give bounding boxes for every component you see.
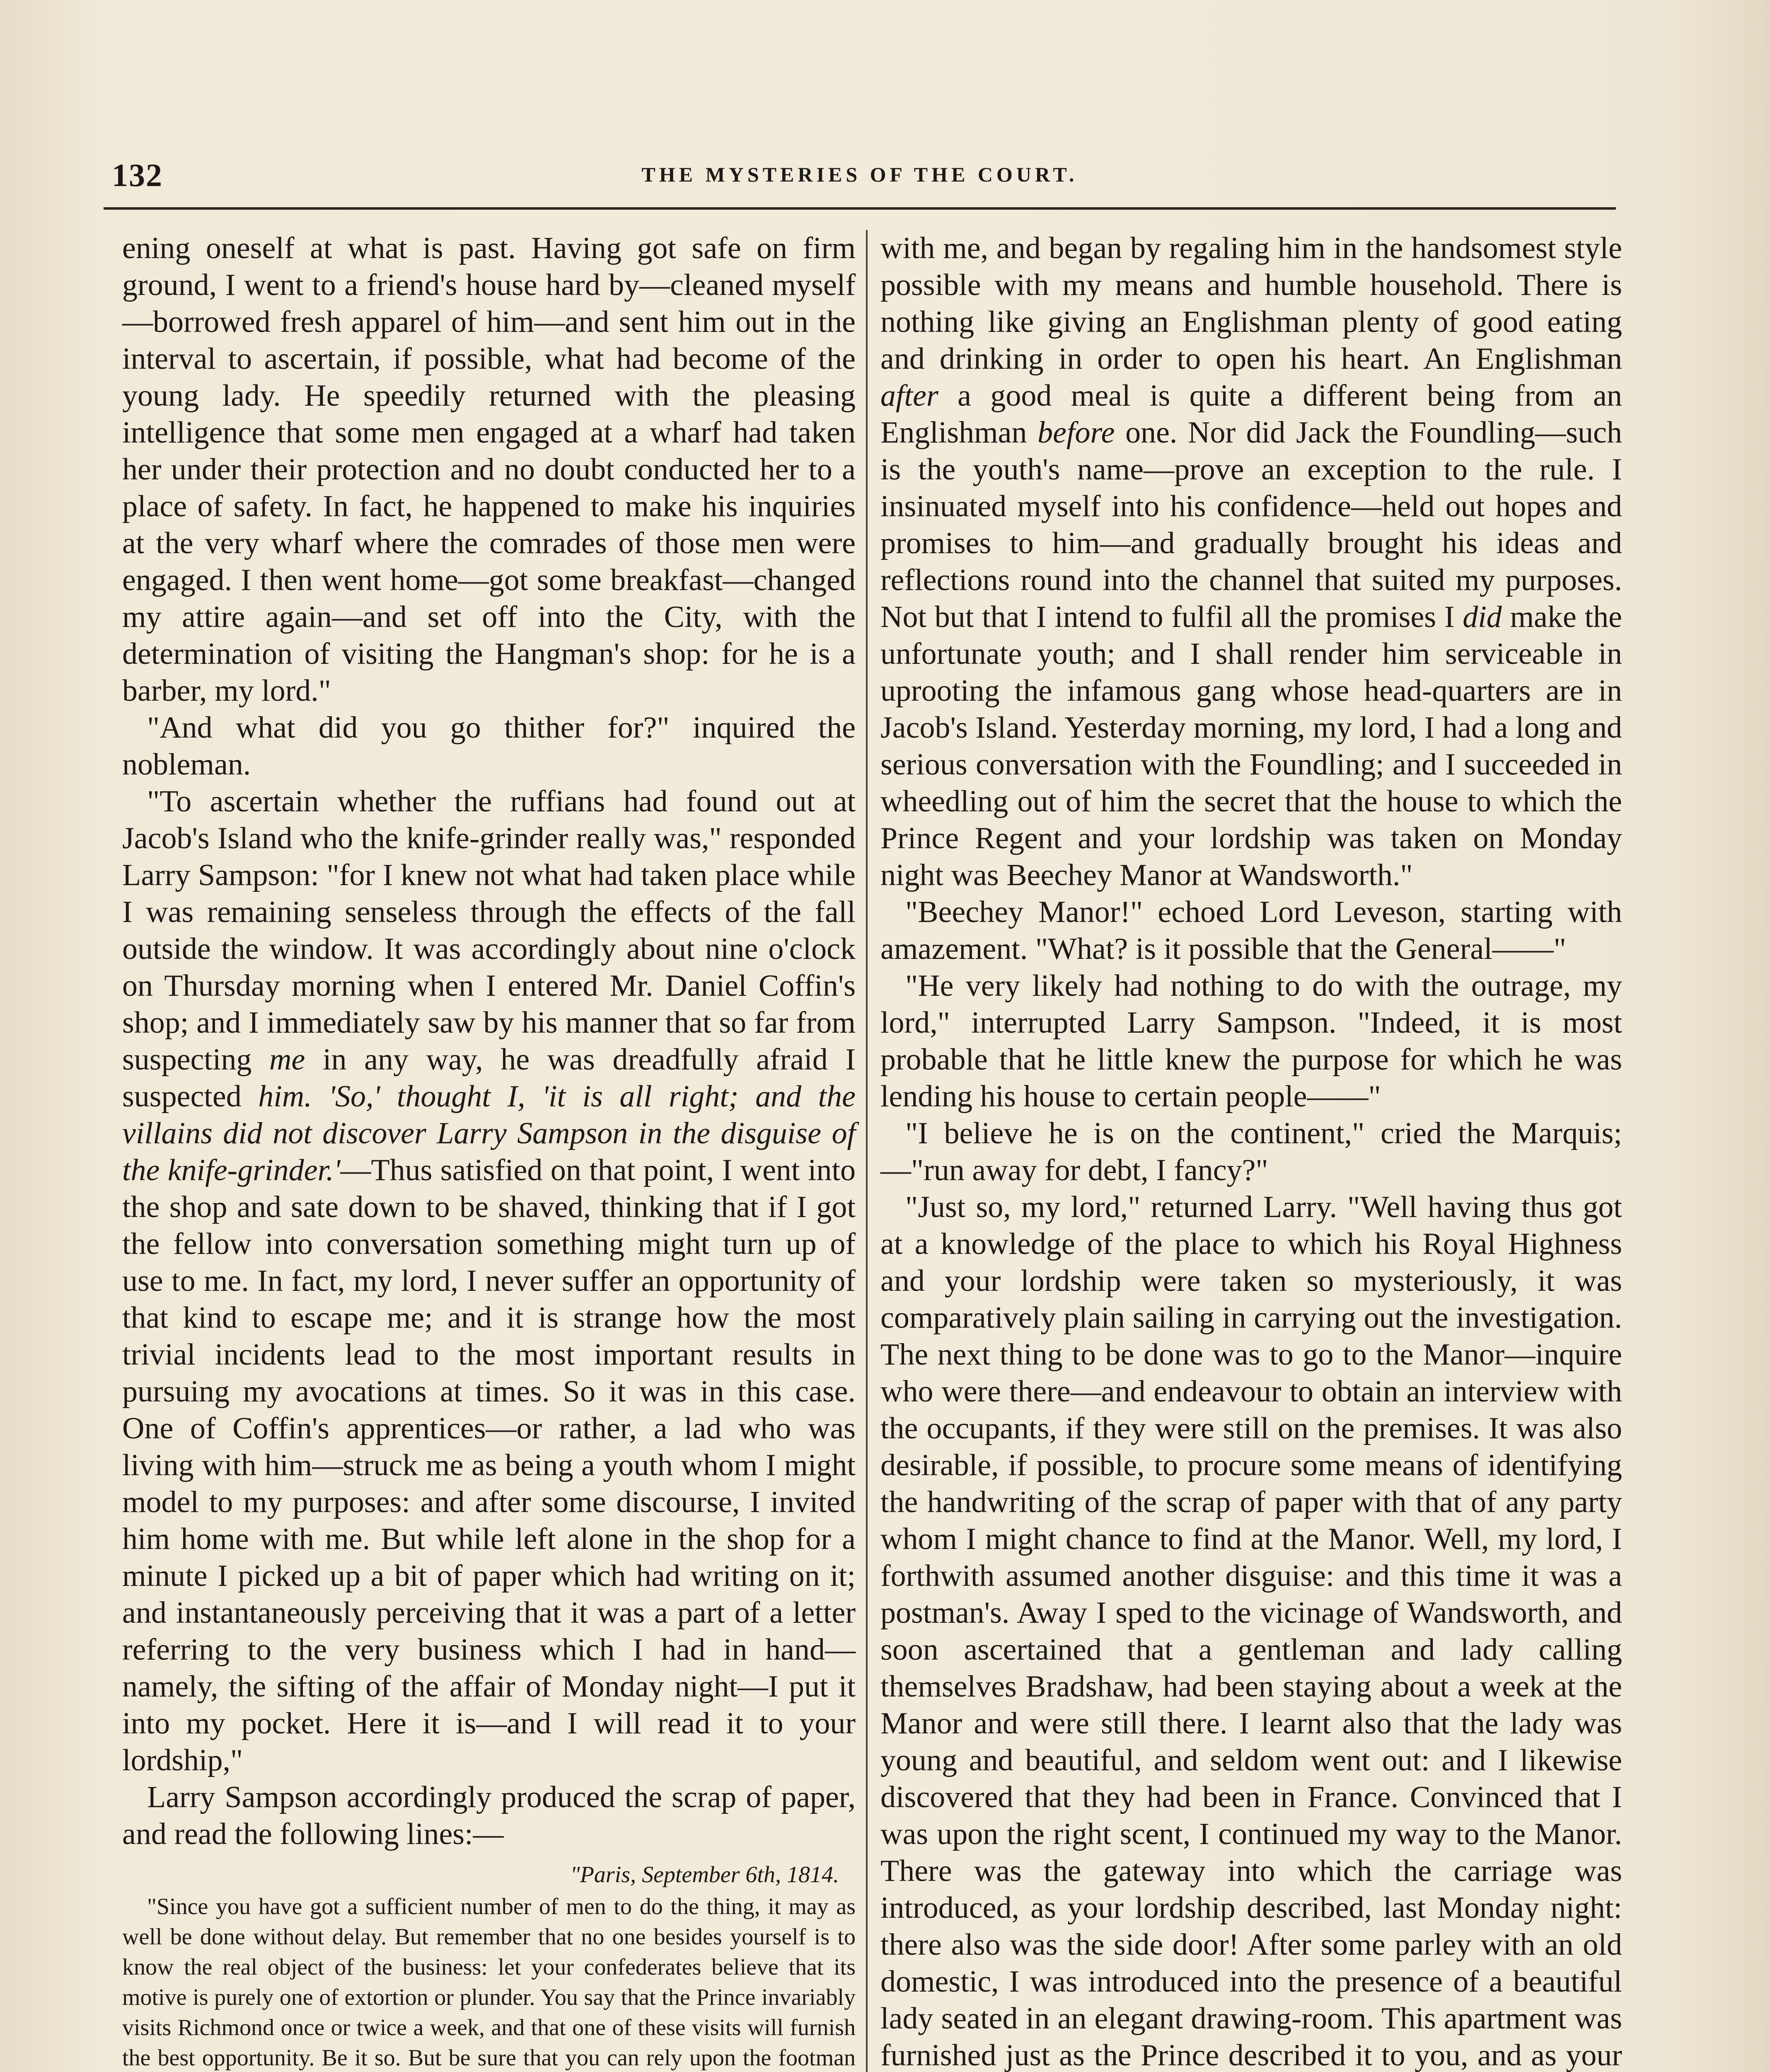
column-divider xyxy=(866,230,868,2072)
left-column xyxy=(122,230,856,2072)
emphasis: after xyxy=(880,379,938,413)
paragraph: "Just so, my lord," returned Larry. "Well having thus got at a knowledge of the place to which his Royal Highness and your lordship were taken so mysteriously, it was comparatively plain sailing in carrying out the investigation. The next thing to be done was to go to the Manor—inquire who were there—and endeavour to obtain an interview with the occupants, if they were still on the premises. It was also desirable, if possible, to procure some means of identifying the handwriting of the scrap of paper with that of any party whom I might chance to find at the Manor. Well, my lord, I forthwith assumed another disguise: and this time it was a postman's. Away I sped to the vicinage of Wandsworth, and soon ascertained that a gentleman and lady calling themselves Bradshaw, had been staying about a week at the Manor and were still there. I learnt also that the lady was young and beautiful, and seldom went out: and I likewise discovered that they had been in France. Convinced that I was upon the right scent, I continued my way to the Manor. There was the gateway into which the carriage was introduced, as your lordship described, last Monday night: there also was the side door! After some parley with an old domestic, I was introduced into the presence of a beautiful lady seated in an elegant drawing-room. This apartment was furnished just as the Prince described it to you, and as your xyxy=(880,1190,1622,2072)
paragraph xyxy=(880,230,1622,894)
text-run: with me, and began by regaling him in the handsomest style possible with my means and humble household. There is nothing like giving an Englishman plenty of good eating and drinking in order to open his heart. An Englishman xyxy=(880,231,1622,376)
letter-body: "Since you have got a sufficient number of men to do the thing, it may as well be done without delay. But remember that no one besides yourself is to know the real object of the business: let your confederates believe that its motive is purely one of extortion or plunder. You say that the Prince invariably visits Richmond once or twice a week, and that one of these visits will furnish the best opportunity. Be it so. But be sure that you can rely upon the footman xyxy=(122,1894,856,2071)
text-run xyxy=(312,1080,329,1113)
text-run: a good meal is quite a different being from an Englishman xyxy=(880,379,1622,450)
right-column xyxy=(880,230,1622,2072)
text-run: "To ascertain whether the ruffians had found out at Jacob's Island who the knife-grinder really was," responded Larry Sampson: "for I knew not what had taken place while I was remaining senseless through the effects of the fall outside the window. It was accordingly about nine o'clock on Thursday morning when I entered Mr. Daniel Coffin's shop; and I immediately saw by his manner that so far from suspecting xyxy=(122,784,856,1077)
paragraph xyxy=(122,783,856,1779)
emphasis: me xyxy=(269,1043,305,1077)
page-header xyxy=(104,145,1616,210)
running-title: THE MYSTERIES OF THE COURT. xyxy=(641,163,1078,186)
emphasis: 'So,' thought I, 'it is all right; and the villains did not discover Larry Sampson in the disguise of the knife-grinder.' xyxy=(122,1080,856,1187)
emphasis: did xyxy=(1463,600,1502,634)
text-run: make the unfortunate youth; and I shall render him serviceable in uprooting the infamous gang whose head-quarters are in Jacob's Island. Yesterday morning, my lord, I had a long and serious conversation with the Foundling; and I succeeded in wheedling out of him the secret that the house to which the Prince Regent and your lordship was taken on Monday night was Beechey Manor at Wandsworth." xyxy=(880,600,1622,892)
paragraph: "Beechey Manor!" echoed Lord Leveson, starting with amazement. "What? is it possible that the General——" xyxy=(880,895,1622,966)
page-number: 132 xyxy=(112,157,163,193)
emphasis: before xyxy=(1037,416,1115,450)
paragraph: "I believe he is on the continent," cried the Marquis;—"run away for debt, I fancy?" xyxy=(880,1116,1622,1187)
paragraph: "He very likely had nothing to do with the outrage, my lord," interrupted Larry Sampson. "Indeed, it is most probable that he little knew the purpose for which he was lending his house to certain people——" xyxy=(880,969,1622,1113)
text-run: in any way, he was dreadfully afraid I suspected xyxy=(122,1043,856,1113)
emphasis: him. xyxy=(258,1080,312,1113)
letter-dateline: "Paris, September 6th, 1814. xyxy=(570,1862,839,1888)
paragraph: "And what did you go thither for?" inquired the nobleman. xyxy=(122,711,856,782)
text-run: —Thus satisfied on that point, I went into the shop and sate down to be shaved, thinking that if I got the fellow into conversation something might turn up of use to me. In fact, my lord, I never suffer an opportunity of that kind to escape me; and it is strange how the most trivial incidents lead to the most important results in pursuing my avocations at times. So it was in this case. One of Coffin's apprentices—or rather, a lad who was living with him—struck me as being a youth whom I might model to my purposes: and after some discourse, I invited him home with me. But while left alone in the shop for a minute I picked up a bit of paper which had writing on it; and instantaneously perceiving that it was a part of a letter referring to the very business which I had in hand—namely, the sifting of the affair of Monday night—I put it into my pocket. Here it is—and I will read it to your lordship," xyxy=(122,1153,856,1777)
paragraph: ening oneself at what is past. Having got safe on firm ground, I went to a friend's house hard by—cleaned myself—borrowed fresh apparel of him—and sent him out in the interval to ascertain, if possible, what had become of the young lady. He speedily returned with the pleasing intelligence that some men engaged at a wharf had taken her under their protection and no doubt conducted her to a place of safety. In fact, he happened to make his inquiries at the very wharf where the comrades of those men were engaged. I then went home—got some breakfast—changed my attire again—and set off into the City, with the determination of visiting the Hangman's shop: for he is a barber, my lord." xyxy=(122,231,856,708)
paragraph: Larry Sampson accordingly produced the scrap of paper, and read the following lines:— xyxy=(122,1780,856,1851)
text-run: one. Nor did Jack the Foundling—such is the youth's name—prove an exception to the rule. I insinuated myself into his confidence—held out hopes and promises to him—and gradually brought his ideas and reflections round into the channel that suited my purposes. Not but that I intend to fulfil all the promises I xyxy=(880,416,1622,634)
